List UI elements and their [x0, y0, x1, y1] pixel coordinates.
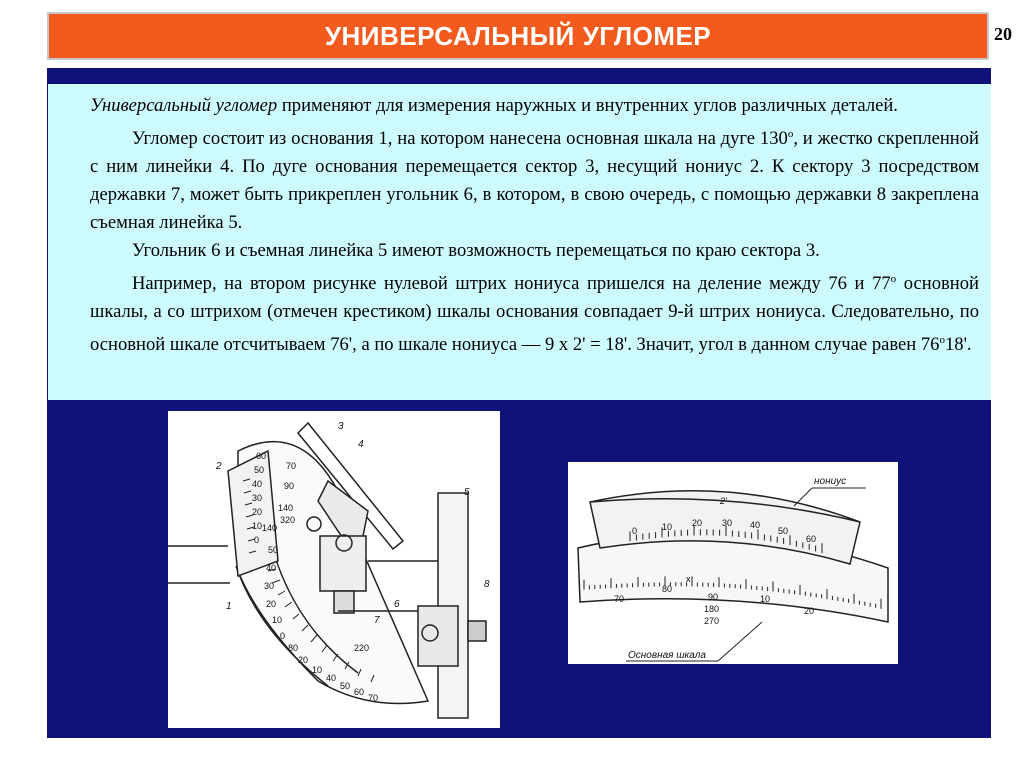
goniometer-drawing	[168, 411, 500, 728]
page-number: 20	[994, 24, 1012, 44]
term-universal-goniometer: Универсальный угломер	[90, 95, 278, 116]
callout-8: 8	[484, 579, 490, 590]
main-number: 10	[760, 594, 771, 604]
scale-label: 50	[340, 681, 351, 691]
vernier-label: 20	[252, 507, 263, 517]
paragraph-1-text: применяют для измерения наружных и внутренних углов различных деталей.	[277, 95, 898, 116]
vernier-number: 40	[750, 520, 761, 530]
scale-label: 10	[312, 665, 323, 675]
scale-label: 40	[326, 673, 337, 683]
scale-label: 20	[266, 599, 277, 609]
vernier-label: 0	[254, 535, 260, 545]
callout-2: 2	[216, 461, 222, 472]
goniometer-figure	[168, 411, 500, 728]
main-number: 70	[614, 594, 625, 604]
step-label: 2'	[720, 496, 727, 506]
paragraph-2-text-a: Угломер состоит из основания 1, на котором нанесена основная шкала на дуге 130	[132, 128, 788, 150]
paragraph-2-text-b: , и жестко скрепленной с ним линейки 4. По дуге основания перемещается сектор 3, несущий нониус 2. К сектору 3 посредством державки 7, может быть прикреплен угольник 6, в котором, в свою очередь, с помощью державки 8 закреплена съемная линейка 5.	[90, 128, 979, 234]
scale-label: 320	[280, 515, 296, 525]
vernier-reading-drawing	[568, 462, 898, 664]
degree-mark: о	[787, 128, 794, 140]
scale-label: 90	[284, 481, 295, 491]
scale-label: 10	[272, 615, 283, 625]
scale-label: 70	[368, 693, 379, 703]
vernier-label: 60	[256, 451, 267, 461]
callout-7: 7	[374, 615, 380, 626]
main-scale-caption: Основная шкала	[628, 650, 706, 661]
vernier-reading-figure	[568, 462, 898, 664]
paragraph-2	[48, 120, 979, 237]
paragraph-4-text-b: основной шкалы, а со штрихом (отмечен крестиком) шкалы основания совпадает 9-й штрих нониуса. Следовательно, по основной шкале отсчитываем 76', а по шкале нониуса — 9 х 2' = 18'. Значит, угол в данном случае равен 76	[90, 273, 979, 356]
main-number: 80	[662, 584, 673, 594]
main-number: 20	[804, 606, 815, 616]
vernier-label: 50	[254, 465, 265, 475]
scale-label: 80	[288, 643, 299, 653]
callout-4: 4	[358, 439, 364, 450]
vernier-number: 60	[806, 534, 817, 544]
scale-label: 140	[278, 503, 294, 513]
title-bar	[47, 12, 989, 60]
main-number: x	[686, 574, 691, 584]
vernier-caption: нониус	[814, 476, 847, 487]
scale-label: 50	[268, 545, 279, 555]
callout-1: 1	[226, 601, 232, 612]
vernier-label: 10	[252, 521, 263, 531]
vernier-number: 50	[778, 526, 789, 536]
vernier-number: 10	[662, 522, 673, 532]
vernier-number: 20	[692, 518, 703, 528]
main-number: 180	[704, 604, 720, 614]
paragraph-1	[90, 92, 979, 120]
scale-label: 0	[280, 631, 286, 641]
callout-3: 3	[338, 421, 344, 432]
vernier-number: 30	[722, 518, 733, 528]
scale-label: 40	[266, 563, 277, 573]
degree-mark: о	[890, 273, 897, 286]
vernier-label: 40	[252, 479, 263, 489]
degree-mark: о	[939, 334, 945, 347]
vernier-label: 30	[252, 493, 263, 503]
paragraph-4-text-a: Например, на втором рисунке нулевой штрих нониуса пришелся на деление между 76 и 77	[132, 273, 891, 295]
description-box	[48, 84, 991, 400]
scale-label: 30	[264, 581, 275, 591]
scale-label: 220	[354, 643, 370, 653]
paragraph-4-text-c: 18'.	[944, 334, 972, 356]
paragraph-4	[48, 265, 979, 359]
vernier-number: 0	[632, 526, 638, 536]
callout-5: 5	[464, 487, 470, 498]
scale-label: 60	[354, 687, 365, 697]
scale-label: 20	[298, 655, 309, 665]
main-number: 270	[704, 616, 720, 626]
paragraph-3: Угольник 6 и съемная линейка 5 имеют возможность перемещаться по краю сектора 3.	[132, 240, 820, 262]
slide-title: УНИВЕРСАЛЬНЫЙ УГЛОМЕР	[324, 20, 712, 51]
main-number: 90	[708, 592, 719, 602]
scale-label: 70	[286, 461, 297, 471]
scale-label: 140	[262, 523, 278, 533]
callout-6: 6	[394, 599, 400, 610]
